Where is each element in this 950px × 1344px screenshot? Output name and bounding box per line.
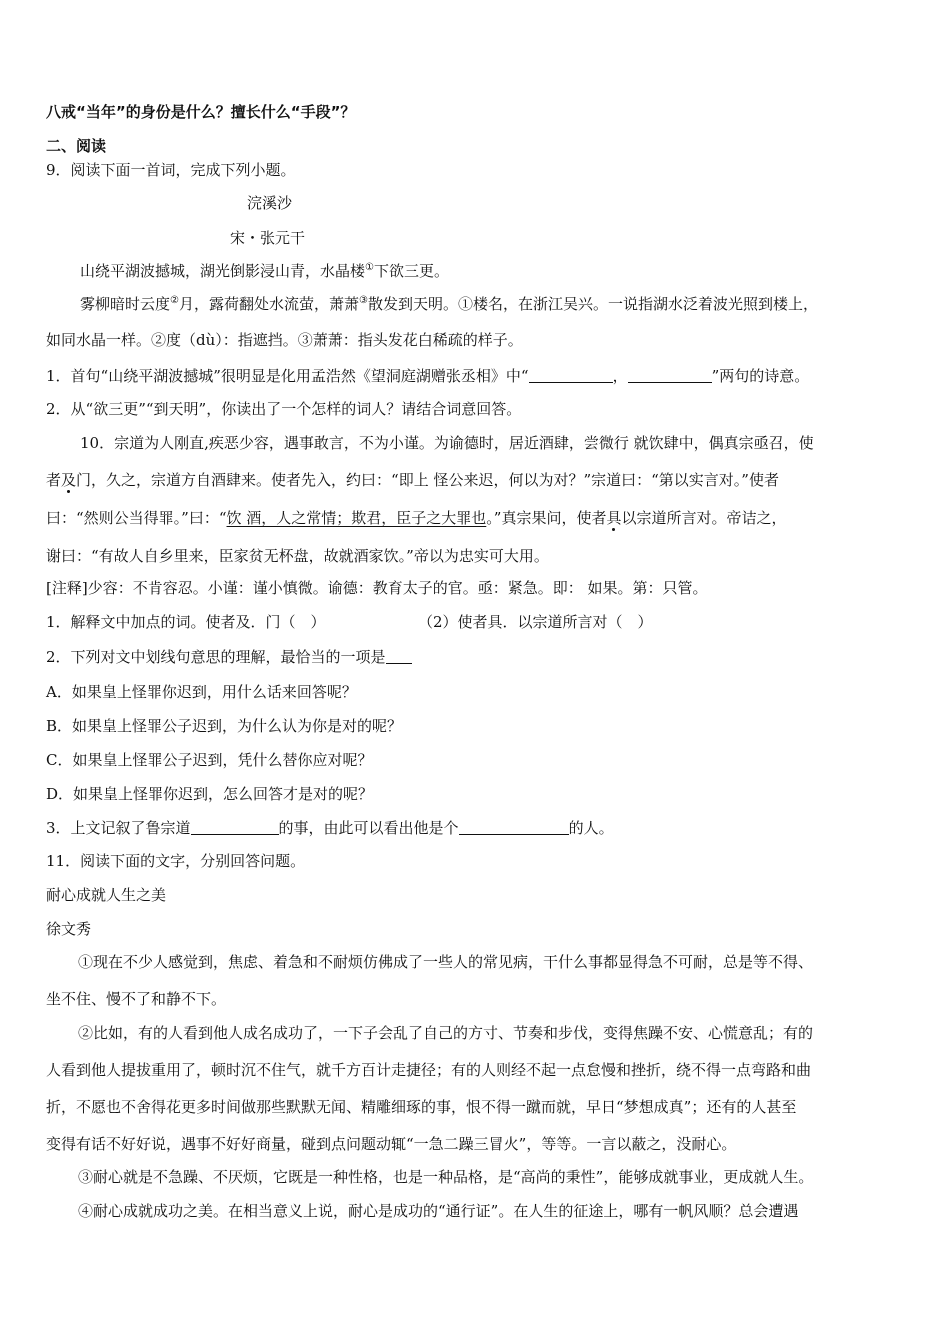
poem-title: 浣溪沙 <box>247 194 293 212</box>
footnote-mark-3: ③ <box>359 295 368 306</box>
poem-author: 宋・张元干 <box>230 229 306 247</box>
poem-notes-start: 散发到天明。①楼名，在浙江吴兴。一说指湖水泛着波光照到楼上， <box>367 295 818 313</box>
intro-question: 八戒“当年”的身份是什么？擅长什么“手段”？ <box>46 103 356 121</box>
q10-text: 者 <box>46 471 62 489</box>
poem-line-1-text: 山绕平湖波撼城，湖光倒影浸山青，水晶楼 <box>80 262 366 280</box>
option-a[interactable]: A．如果皇上怪罪你迟到，用什么话来回答呢？ <box>46 683 357 701</box>
poem-line-2 <box>80 294 818 314</box>
section-title: 二、阅读 <box>46 137 107 155</box>
article-para-1-line-1: ①现在不少人感觉到，焦虑、着急和不耐烦仿佛成了一些人的常见病，干什么事都显得急不可耐，总是等不得、 <box>78 953 814 971</box>
q11-prompt: 11．阅读下面的文字，分别回答问题。 <box>46 852 306 870</box>
article-author: 徐文秀 <box>46 920 92 938</box>
q10-sub2-text: 2．下列对文中划线句意思的理解，最恰当的一项是 <box>46 648 386 666</box>
q10-para-line-1: 10．宗道为人刚直,疾恶少容，遇事敢言，不为小谨。为谕德时，居近酒肆，尝微行 就饮肆中，偶真宗亟召，使 <box>80 434 814 452</box>
q10-sub3-text-mid: 的事，由此可以看出他是个 <box>278 819 459 837</box>
q10-text: 。”真宗果问，使者 <box>486 509 607 527</box>
q10-sub1-b: （2）使者具．以宗道所言对（ ） <box>418 613 653 631</box>
q10-text: 门，久之，宗道方自酒肆来。使者先入，约曰：“即上 怪公来迟，何以为对？”宗道曰：“第以实言对。”使者 <box>76 471 779 489</box>
answer-blank[interactable] <box>628 368 712 383</box>
q10-sub3 <box>46 818 614 838</box>
poem-line-2-text: 雾柳暗时云度 <box>80 295 171 313</box>
q10-sub1-a: 1．解释文中加点的词。使者及．门（ ） <box>46 613 326 631</box>
option-c[interactable]: C．如果皇上怪罪公子迟到，凭什么替你应对呢？ <box>46 751 373 769</box>
underlined-sentence: 饮 酒，人之常情；欺君，臣子之大罪也 <box>226 509 487 527</box>
q10-notes: [注释]少容：不肯容忍。小谨：谨小慎微。谕德：教育太子的官。亟：紧急。即： 如果。第：只管。 <box>46 579 708 597</box>
poem-line-1 <box>80 261 449 281</box>
answer-blank[interactable] <box>459 820 569 835</box>
option-d[interactable]: D．如果皇上怪罪你迟到，怎么回答才是对的呢？ <box>46 785 374 803</box>
poem-line-2-text-mid: 月，露荷翻处水流萤，萧萧 <box>178 295 359 313</box>
q9-prompt: 9．阅读下面一首词，完成下列小题。 <box>46 161 296 179</box>
footnote-mark-1: ① <box>365 262 374 273</box>
q9-sub1-sep: ， <box>612 367 628 385</box>
q10-text: 曰：“然则公当得罪。”曰：“ <box>46 509 227 527</box>
q9-sub2: 2．从“欲三更”“到天明”，你读出了一个怎样的词人？请结合词意回答。 <box>46 400 522 418</box>
q10-text: 以宗道所言对。帝诘之， <box>621 509 787 527</box>
q9-sub1-text-end: ”两句的诗意。 <box>711 367 810 385</box>
answer-blank[interactable] <box>191 820 279 835</box>
dotted-word-ju: 具 <box>606 509 622 527</box>
article-para-2-line-2: 人看到他人提拔重用了，顿时沉不住气，就千方百计走捷径；有的人则经不起一点怠慢和挫折，绕不得一点弯路和曲 <box>46 1061 812 1079</box>
article-para-1-line-2: 坐不住、慢不了和静不下。 <box>46 990 227 1008</box>
article-para-2-line-3: 折，不愿也不舍得花更多时间做那些默默无闻、精雕细琢的事，恨不得一蹴而就，早日“梦想成真”；还有的人甚至 <box>46 1098 797 1116</box>
q10-para-line-2 <box>46 470 779 490</box>
article-para-3: ③耐心就是不急躁、不厌烦，它既是一种性格，也是一种品格，是“高尚的秉性”，能够成就事业，更成就人生。 <box>78 1168 814 1186</box>
answer-blank[interactable] <box>529 368 613 383</box>
q10-sub3-text-end: 的人。 <box>568 819 614 837</box>
article-title: 耐心成就人生之美 <box>46 886 167 904</box>
q9-sub1-text: 1．首句“山绕平湖波撼城”很明显是化用孟浩然《望洞庭湖赠张丞相》中“ <box>46 367 529 385</box>
poem-line-1-text-end: 下欲三更。 <box>373 262 449 280</box>
footnote-mark-2: ② <box>170 295 179 306</box>
q10-para-line-3 <box>46 508 787 528</box>
article-para-4: ④耐心成就成功之美。在相当意义上说，耐心是成功的“通行证”。在人生的征途上，哪有一帆风顺？总会遭遇 <box>78 1202 799 1220</box>
poem-notes: 如同水晶一样。②度（dù）：指遮挡。③萧萧：指头发花白稀疏的样子。 <box>46 331 523 349</box>
article-para-2-line-1: ②比如，有的人看到他人成名成功了，一下子会乱了自己的方寸、节奏和步伐，变得焦躁不安、心慌意乱；有的 <box>78 1024 814 1042</box>
article-para-2-line-4: 变得有话不好好说，遇事不好好商量，碰到点问题动辄“一急二躁三冒火”，等等。一言以蔽之，没耐心。 <box>46 1135 737 1153</box>
q10-para-line-4: 谢曰：“有故人自乡里来，臣家贫无杯盘，故就酒家饮。”帝以为忠实可大用。 <box>46 547 549 565</box>
answer-blank[interactable] <box>386 649 412 664</box>
q10-sub2 <box>46 647 412 667</box>
dotted-word-ji: 及 <box>61 471 77 489</box>
q10-sub3-text: 3．上文记叙了鲁宗道 <box>46 819 191 837</box>
q9-sub1 <box>46 366 809 386</box>
option-b[interactable]: B．如果皇上怪罪公子迟到，为什么认为你是对的呢？ <box>46 717 403 735</box>
